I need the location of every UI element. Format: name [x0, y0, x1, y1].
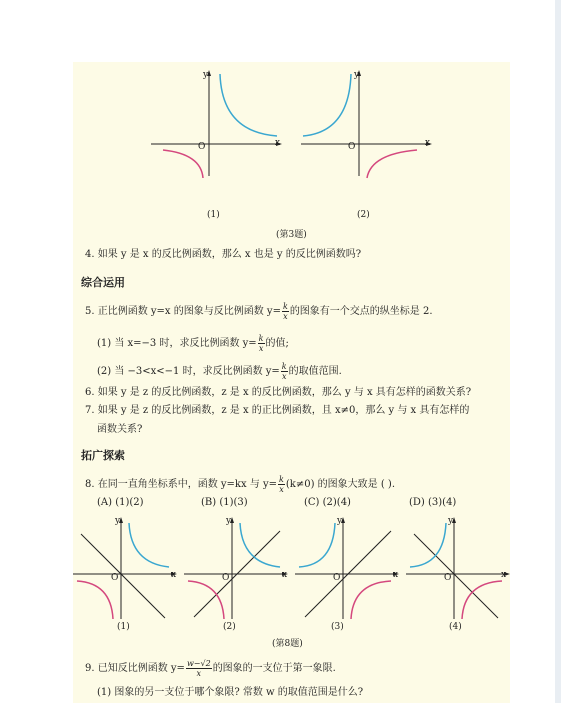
- axis-y-label: y: [226, 516, 232, 526]
- axis-y-label: y: [203, 70, 209, 80]
- question-5-part-1: [97, 334, 289, 353]
- origin-label: O: [222, 573, 230, 583]
- fraction-k-over-x: $\frac{k}{x}$: [258, 334, 264, 353]
- curve-blue-q2: [303, 74, 351, 136]
- q9-text-a: 9. 已知反比例函数 y=: [85, 663, 185, 674]
- question-5-part-2: [97, 362, 342, 381]
- figure-label-q8-1: (1): [117, 622, 130, 632]
- origin-label: O: [333, 573, 341, 583]
- figure-label-q8-4: (4): [449, 622, 462, 632]
- figure-label-q8-3: (3): [331, 622, 344, 632]
- section-heading-comprehensive: 综合运用: [81, 276, 125, 289]
- textbook-page: [73, 62, 510, 703]
- option-a: (A) (1)(2): [97, 497, 144, 508]
- question-8: [85, 475, 395, 494]
- origin-label: O: [444, 573, 452, 583]
- section-heading-extension: 拓广探索: [81, 449, 125, 462]
- curve-blue-q1: [220, 74, 277, 136]
- q9-text-b: 的图象的一支位于第一象限.: [212, 663, 336, 674]
- fraction-w-minus-sqrt2-over-x: $\frac{w-√2}{x}$: [186, 659, 211, 678]
- q5-2-text-a: (2) 当 −3<x<−1 时，求反比例函数 y=: [97, 366, 280, 377]
- question-5: [85, 302, 433, 321]
- axis-x-label: x: [275, 138, 281, 148]
- graph-q8-2: [184, 517, 290, 621]
- curve-pink-q3: [163, 150, 203, 178]
- question-6: 6. 如果 y 是 z 的反比例函数，z 是 x 的反比例函数，那么 y 与 x 具有怎样的函数关系?: [85, 387, 472, 398]
- axis-x-label: x: [393, 570, 399, 580]
- question-7-line-2: 函数关系?: [97, 424, 143, 435]
- graph-q8-1: [73, 517, 179, 621]
- axis-x-label: x: [171, 570, 177, 580]
- axis-x-label: x: [425, 138, 431, 148]
- graph-q8-3: [295, 517, 401, 621]
- question-9-part-1: (1) 图象的另一支位于哪个象限? 常数 w 的取值范围是什么?: [97, 687, 364, 698]
- q5-1-text-a: (1) 当 x=−3 时，求反比例函数 y=: [97, 338, 257, 349]
- question-9: [85, 659, 336, 678]
- axis-y-label: y: [115, 516, 121, 526]
- figure-label-q8-2: (2): [223, 622, 236, 632]
- origin-label: O: [348, 142, 356, 152]
- origin-label: O: [198, 142, 206, 152]
- fraction-k-over-x: $\frac{k}{x}$: [281, 362, 287, 381]
- origin-label: O: [111, 573, 119, 583]
- option-c: (C) (2)(4): [304, 497, 351, 508]
- fraction-k-over-x: $\frac{k}{x}$: [282, 302, 288, 321]
- graph-q8-4: [406, 517, 512, 621]
- option-d: (D) (3)(4): [409, 497, 457, 508]
- figure-label-1: (1): [207, 210, 220, 220]
- graph-q3-1: [151, 70, 286, 182]
- question-4: 4. 如果 y 是 x 的反比例函数，那么 x 也是 y 的反比例函数吗?: [85, 249, 362, 260]
- axis-y-label: y: [354, 70, 360, 80]
- q5-text-b: 的图象有一个交点的纵坐标是 2.: [289, 306, 433, 317]
- axis-y-label: y: [337, 516, 343, 526]
- figure-label-2: (2): [357, 210, 370, 220]
- axis-x-label: x: [282, 570, 288, 580]
- curve-pink-q4: [367, 150, 417, 178]
- fraction-k-over-x: $\frac{k}{x}$: [279, 475, 284, 494]
- figure-caption-8: (第8题): [272, 639, 303, 649]
- figure-caption-3: (第3题): [276, 230, 307, 240]
- q5-1-text-b: 的值;: [265, 338, 289, 349]
- scrollbar-track[interactable]: [555, 0, 561, 703]
- axis-y-label: y: [448, 516, 454, 526]
- axis-x-label: x: [501, 570, 507, 580]
- q5-2-text-b: 的取值范围.: [288, 366, 342, 377]
- q8-text-b: (k≠0) 的图象大致是 ( ).: [285, 479, 395, 490]
- graph-q3-2: [301, 70, 436, 182]
- q5-text-a: 5. 正比例函数 y=x 的图象与反比例函数 y=: [85, 306, 281, 317]
- q8-text-a: 8. 在同一直角坐标系中，函数 y=kx 与 y=: [85, 479, 278, 490]
- option-b: (B) (1)(3): [201, 497, 248, 508]
- question-7-line-1: 7. 如果 y 是 z 的反比例函数，z 是 x 的正比例函数，且 x≠0，那么 y 与 x 具有怎样的: [85, 405, 470, 416]
